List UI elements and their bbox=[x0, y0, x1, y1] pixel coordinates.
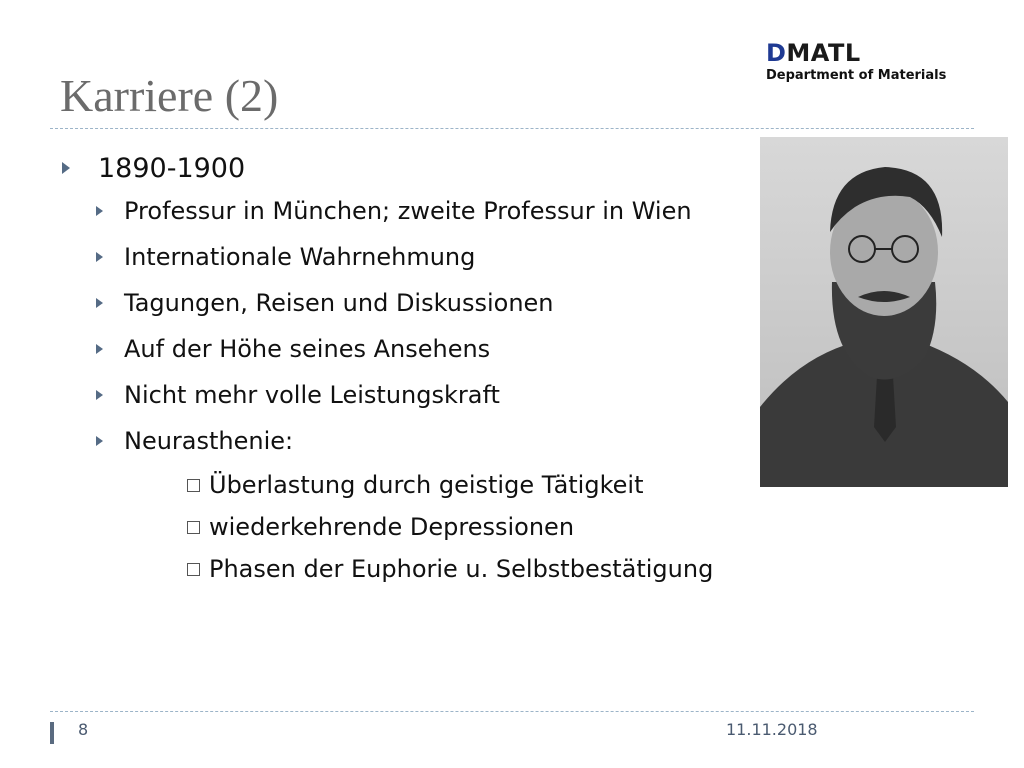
logo-d: D bbox=[766, 39, 787, 67]
bullet-item-text: Internationale Wahrnehmung bbox=[124, 243, 476, 271]
bullet-item bbox=[60, 326, 800, 372]
bullet-item-text: Neurasthenie: bbox=[124, 427, 294, 455]
bullet-item-text: Nicht mehr volle Leistungskraft bbox=[124, 381, 500, 409]
bullet-item-text: Tagungen, Reisen und Diskussionen bbox=[124, 289, 554, 317]
sub-bullet-item bbox=[60, 506, 800, 548]
square-bullet-icon bbox=[187, 479, 200, 492]
bullet-arrow-icon bbox=[94, 251, 124, 263]
portrait-image bbox=[760, 137, 1008, 487]
bullet-arrow-icon bbox=[94, 343, 124, 355]
square-bullet-icon bbox=[187, 521, 200, 534]
logo-subtitle: Department of Materials bbox=[766, 68, 947, 83]
bullet-item bbox=[60, 188, 800, 234]
bullet-period bbox=[60, 148, 800, 188]
footer-divider bbox=[50, 711, 974, 712]
sub-bullet-item bbox=[60, 464, 800, 506]
department-logo bbox=[766, 40, 946, 83]
bullet-arrow-icon bbox=[94, 297, 124, 309]
bullet-item-text: Auf der Höhe seines Ansehens bbox=[124, 335, 491, 363]
bullet-item bbox=[60, 234, 800, 280]
title-divider bbox=[50, 128, 974, 129]
slide-content bbox=[60, 148, 800, 590]
footer-date: 11.11.2018 bbox=[726, 720, 818, 739]
bullet-arrow-icon bbox=[60, 161, 98, 175]
sub-bullet-text: Überlastung durch geistige Tätigkeit bbox=[209, 471, 644, 499]
sub-bullet-text: Phasen der Euphorie u. Selbstbestätigung bbox=[209, 555, 714, 583]
portrait-photo bbox=[760, 137, 1008, 487]
sub-bullet-item bbox=[60, 548, 800, 590]
bullet-arrow-icon bbox=[94, 389, 124, 401]
bullet-arrow-icon bbox=[94, 205, 124, 217]
bullet-item bbox=[60, 280, 800, 326]
slide-title: Karriere (2) bbox=[60, 70, 279, 121]
bullet-item bbox=[60, 418, 800, 464]
footer-bar-icon bbox=[50, 722, 60, 748]
logo-matl: MATL bbox=[786, 39, 861, 67]
bullet-arrow-icon bbox=[94, 435, 124, 447]
square-bullet-icon bbox=[187, 563, 200, 576]
sub-bullet-text: wiederkehrende Depressionen bbox=[209, 513, 575, 541]
period-text: 1890-1900 bbox=[98, 152, 246, 184]
logo-wordmark bbox=[766, 40, 946, 66]
bullet-item-text: Professur in München; zweite Professur in Wien bbox=[124, 197, 692, 225]
bullet-item bbox=[60, 372, 800, 418]
page-number: 8 bbox=[78, 720, 89, 739]
